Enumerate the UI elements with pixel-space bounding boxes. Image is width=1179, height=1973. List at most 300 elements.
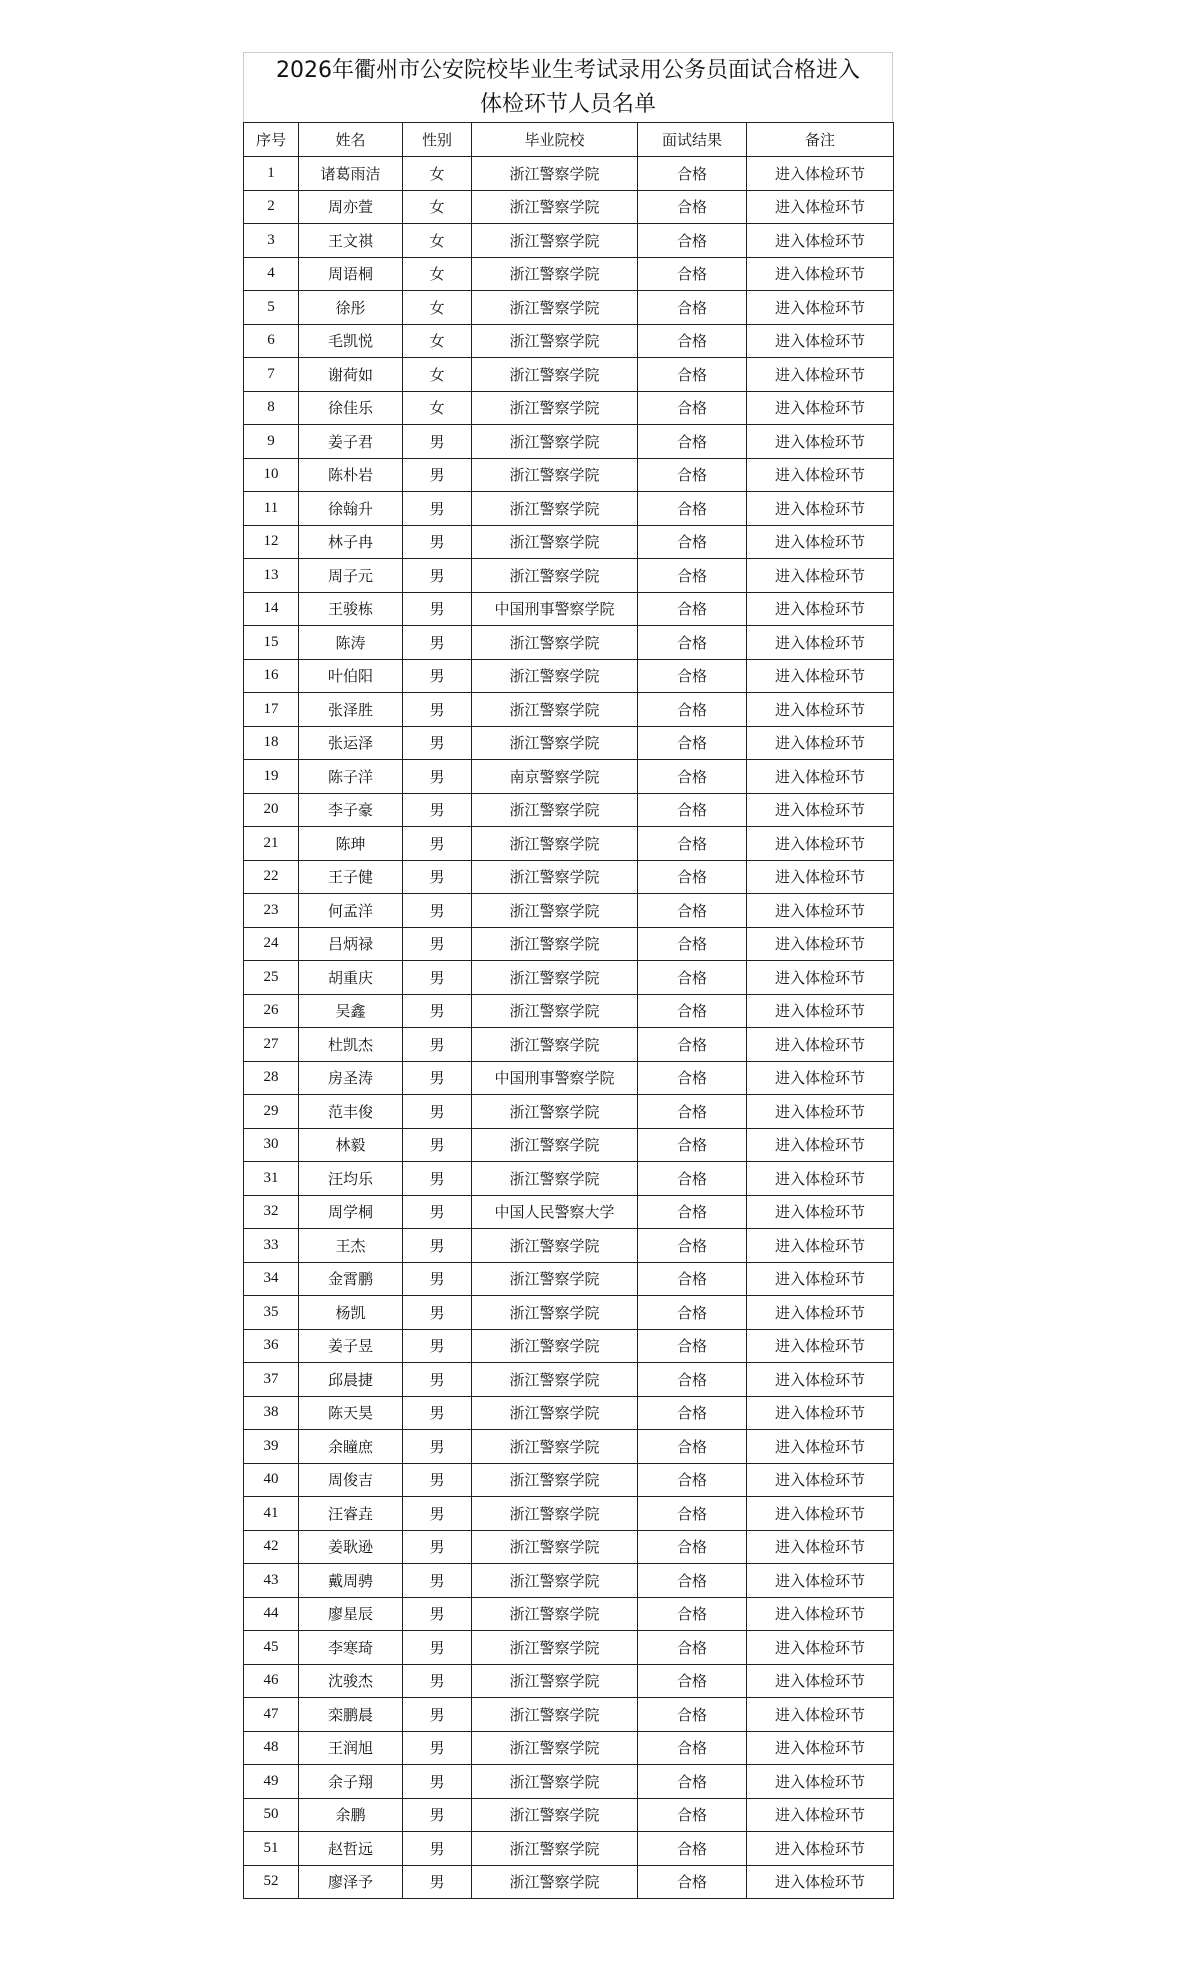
- cell-remark: 进入体检环节: [747, 1095, 894, 1129]
- table-row: [244, 1061, 894, 1095]
- table-row: [244, 1631, 894, 1665]
- cell-index: 7: [244, 358, 299, 392]
- cell-index: 51: [244, 1832, 299, 1866]
- cell-school: 浙江警察学院: [472, 559, 638, 593]
- cell-gender: 男: [403, 793, 472, 827]
- cell-remark: 进入体检环节: [747, 1798, 894, 1832]
- cell-school: 浙江警察学院: [472, 994, 638, 1028]
- cell-name: 金霄鹏: [299, 1262, 403, 1296]
- table-row: [244, 1262, 894, 1296]
- cell-gender: 男: [403, 726, 472, 760]
- table-row: [244, 492, 894, 526]
- table-row: [244, 425, 894, 459]
- cell-result: 合格: [638, 1865, 747, 1899]
- cell-index: 18: [244, 726, 299, 760]
- cell-remark: 进入体检环节: [747, 1430, 894, 1464]
- cell-school: 浙江警察学院: [472, 1664, 638, 1698]
- cell-remark: 进入体检环节: [747, 1865, 894, 1899]
- cell-name: 王润旭: [299, 1731, 403, 1765]
- table-row: [244, 1731, 894, 1765]
- cell-gender: 男: [403, 1631, 472, 1665]
- cell-school: 浙江警察学院: [472, 1162, 638, 1196]
- table-row: [244, 1128, 894, 1162]
- cell-result: 合格: [638, 961, 747, 995]
- cell-remark: 进入体检环节: [747, 559, 894, 593]
- cell-result: 合格: [638, 626, 747, 660]
- table-row: [244, 592, 894, 626]
- cell-gender: 男: [403, 994, 472, 1028]
- cell-index: 6: [244, 324, 299, 358]
- table-row: [244, 894, 894, 928]
- table-row: [244, 1698, 894, 1732]
- cell-result: 合格: [638, 190, 747, 224]
- cell-school: 浙江警察学院: [472, 961, 638, 995]
- cell-name: 廖星辰: [299, 1597, 403, 1631]
- cell-result: 合格: [638, 324, 747, 358]
- cell-result: 合格: [638, 291, 747, 325]
- cell-school: 浙江警察学院: [472, 1262, 638, 1296]
- table-row: [244, 458, 894, 492]
- cell-school: 浙江警察学院: [472, 626, 638, 660]
- table-row: [244, 1798, 894, 1832]
- cell-index: 9: [244, 425, 299, 459]
- header-gender: 性别: [403, 123, 472, 157]
- cell-remark: 进入体检环节: [747, 927, 894, 961]
- cell-name: 吴鑫: [299, 994, 403, 1028]
- cell-remark: 进入体检环节: [747, 1765, 894, 1799]
- cell-gender: 男: [403, 1061, 472, 1095]
- cell-school: 浙江警察学院: [472, 726, 638, 760]
- cell-school: 南京警察学院: [472, 760, 638, 794]
- cell-name: 周学桐: [299, 1195, 403, 1229]
- table-row: [244, 1832, 894, 1866]
- cell-remark: 进入体检环节: [747, 793, 894, 827]
- cell-gender: 男: [403, 1731, 472, 1765]
- cell-index: 5: [244, 291, 299, 325]
- cell-name: 周子元: [299, 559, 403, 593]
- cell-gender: 男: [403, 760, 472, 794]
- cell-school: 浙江警察学院: [472, 693, 638, 727]
- cell-index: 27: [244, 1028, 299, 1062]
- cell-school: 中国刑事警察学院: [472, 1061, 638, 1095]
- cell-remark: 进入体检环节: [747, 224, 894, 258]
- cell-school: 中国人民警察大学: [472, 1195, 638, 1229]
- cell-remark: 进入体检环节: [747, 1363, 894, 1397]
- cell-school: 浙江警察学院: [472, 1530, 638, 1564]
- document-title: [243, 52, 893, 122]
- cell-result: 合格: [638, 525, 747, 559]
- cell-gender: 女: [403, 324, 472, 358]
- header-remark: 备注: [747, 123, 894, 157]
- cell-remark: 进入体检环节: [747, 994, 894, 1028]
- cell-index: 36: [244, 1329, 299, 1363]
- cell-index: 10: [244, 458, 299, 492]
- cell-index: 25: [244, 961, 299, 995]
- table-row: [244, 1865, 894, 1899]
- cell-result: 合格: [638, 1095, 747, 1129]
- cell-gender: 男: [403, 659, 472, 693]
- cell-result: 合格: [638, 1430, 747, 1464]
- cell-remark: 进入体检环节: [747, 1631, 894, 1665]
- cell-school: 浙江警察学院: [472, 257, 638, 291]
- cell-index: 2: [244, 190, 299, 224]
- table-row: [244, 157, 894, 191]
- cell-index: 33: [244, 1229, 299, 1263]
- cell-gender: 男: [403, 559, 472, 593]
- cell-index: 26: [244, 994, 299, 1028]
- table-row: [244, 358, 894, 392]
- cell-result: 合格: [638, 1597, 747, 1631]
- cell-school: 浙江警察学院: [472, 425, 638, 459]
- cell-result: 合格: [638, 1631, 747, 1665]
- table-row: [244, 324, 894, 358]
- cell-result: 合格: [638, 157, 747, 191]
- cell-gender: 男: [403, 1128, 472, 1162]
- cell-result: 合格: [638, 1396, 747, 1430]
- cell-index: 16: [244, 659, 299, 693]
- cell-result: 合格: [638, 894, 747, 928]
- cell-school: 浙江警察学院: [472, 1028, 638, 1062]
- table-row: [244, 391, 894, 425]
- cell-index: 46: [244, 1664, 299, 1698]
- table-row: [244, 760, 894, 794]
- cell-gender: 男: [403, 961, 472, 995]
- cell-result: 合格: [638, 1497, 747, 1531]
- cell-gender: 男: [403, 1698, 472, 1732]
- cell-index: 8: [244, 391, 299, 425]
- cell-school: 浙江警察学院: [472, 1497, 638, 1531]
- cell-school: 浙江警察学院: [472, 1128, 638, 1162]
- cell-remark: 进入体检环节: [747, 827, 894, 861]
- cell-index: 3: [244, 224, 299, 258]
- table-row: [244, 659, 894, 693]
- cell-name: 吕炳禄: [299, 927, 403, 961]
- cell-name: 毛凯悦: [299, 324, 403, 358]
- cell-remark: 进入体检环节: [747, 659, 894, 693]
- table-row: [244, 1430, 894, 1464]
- cell-gender: 女: [403, 257, 472, 291]
- header-result: 面试结果: [638, 123, 747, 157]
- table-row: [244, 1497, 894, 1531]
- cell-school: 浙江警察学院: [472, 1731, 638, 1765]
- cell-school: 浙江警察学院: [472, 659, 638, 693]
- cell-school: 浙江警察学院: [472, 1095, 638, 1129]
- cell-name: 范丰俊: [299, 1095, 403, 1129]
- cell-index: 42: [244, 1530, 299, 1564]
- header-row: [244, 123, 894, 157]
- cell-index: 4: [244, 257, 299, 291]
- cell-name: 邱晨捷: [299, 1363, 403, 1397]
- candidate-table: [243, 122, 894, 1899]
- cell-result: 合格: [638, 1363, 747, 1397]
- table-row: [244, 525, 894, 559]
- cell-name: 叶伯阳: [299, 659, 403, 693]
- cell-result: 合格: [638, 592, 747, 626]
- cell-school: 浙江警察学院: [472, 1631, 638, 1665]
- table-row: [244, 793, 894, 827]
- cell-remark: 进入体检环节: [747, 1832, 894, 1866]
- cell-gender: 男: [403, 525, 472, 559]
- cell-name: 汪睿垚: [299, 1497, 403, 1531]
- cell-school: 浙江警察学院: [472, 1564, 638, 1598]
- cell-result: 合格: [638, 1664, 747, 1698]
- table-row: [244, 257, 894, 291]
- cell-index: 43: [244, 1564, 299, 1598]
- cell-result: 合格: [638, 827, 747, 861]
- cell-remark: 进入体检环节: [747, 693, 894, 727]
- cell-name: 廖泽予: [299, 1865, 403, 1899]
- table-row: [244, 1028, 894, 1062]
- cell-remark: 进入体检环节: [747, 1664, 894, 1698]
- cell-name: 王文祺: [299, 224, 403, 258]
- cell-school: 浙江警察学院: [472, 1296, 638, 1330]
- cell-remark: 进入体检环节: [747, 1564, 894, 1598]
- cell-remark: 进入体检环节: [747, 1463, 894, 1497]
- cell-name: 戴周骋: [299, 1564, 403, 1598]
- cell-name: 林毅: [299, 1128, 403, 1162]
- cell-name: 栾鹏晨: [299, 1698, 403, 1732]
- cell-remark: 进入体检环节: [747, 291, 894, 325]
- cell-gender: 男: [403, 1597, 472, 1631]
- table-row: [244, 860, 894, 894]
- cell-name: 诸葛雨洁: [299, 157, 403, 191]
- cell-gender: 男: [403, 1262, 472, 1296]
- cell-index: 13: [244, 559, 299, 593]
- cell-remark: 进入体检环节: [747, 1731, 894, 1765]
- cell-remark: 进入体检环节: [747, 1061, 894, 1095]
- cell-name: 余鹏: [299, 1798, 403, 1832]
- cell-gender: 男: [403, 1095, 472, 1129]
- cell-result: 合格: [638, 1530, 747, 1564]
- cell-gender: 男: [403, 1497, 472, 1531]
- header-school: 毕业院校: [472, 123, 638, 157]
- cell-gender: 女: [403, 224, 472, 258]
- cell-result: 合格: [638, 257, 747, 291]
- cell-school: 浙江警察学院: [472, 458, 638, 492]
- cell-name: 王子健: [299, 860, 403, 894]
- cell-name: 周亦萱: [299, 190, 403, 224]
- cell-school: 浙江警察学院: [472, 492, 638, 526]
- cell-index: 34: [244, 1262, 299, 1296]
- cell-index: 50: [244, 1798, 299, 1832]
- cell-gender: 男: [403, 693, 472, 727]
- cell-remark: 进入体检环节: [747, 760, 894, 794]
- cell-result: 合格: [638, 1162, 747, 1196]
- cell-remark: 进入体检环节: [747, 894, 894, 928]
- table-row: [244, 1463, 894, 1497]
- cell-gender: 男: [403, 860, 472, 894]
- table-row: [244, 994, 894, 1028]
- cell-gender: 男: [403, 1396, 472, 1430]
- cell-name: 陈珅: [299, 827, 403, 861]
- cell-index: 44: [244, 1597, 299, 1631]
- cell-school: 浙江警察学院: [472, 1329, 638, 1363]
- cell-result: 合格: [638, 224, 747, 258]
- cell-result: 合格: [638, 994, 747, 1028]
- cell-remark: 进入体检环节: [747, 1162, 894, 1196]
- cell-name: 陈涛: [299, 626, 403, 660]
- cell-gender: 男: [403, 827, 472, 861]
- cell-index: 19: [244, 760, 299, 794]
- cell-remark: 进入体检环节: [747, 961, 894, 995]
- cell-school: 浙江警察学院: [472, 1597, 638, 1631]
- cell-school: 浙江警察学院: [472, 793, 638, 827]
- cell-gender: 男: [403, 1664, 472, 1698]
- cell-school: 浙江警察学院: [472, 1765, 638, 1799]
- cell-name: 谢荷如: [299, 358, 403, 392]
- cell-name: 余子翔: [299, 1765, 403, 1799]
- cell-school: 浙江警察学院: [472, 1430, 638, 1464]
- table-row: [244, 1095, 894, 1129]
- cell-name: 姜子昱: [299, 1329, 403, 1363]
- cell-remark: 进入体检环节: [747, 190, 894, 224]
- cell-name: 李子豪: [299, 793, 403, 827]
- cell-school: 浙江警察学院: [472, 525, 638, 559]
- cell-result: 合格: [638, 659, 747, 693]
- cell-school: 浙江警察学院: [472, 1396, 638, 1430]
- cell-name: 杨凯: [299, 1296, 403, 1330]
- cell-result: 合格: [638, 726, 747, 760]
- cell-result: 合格: [638, 1262, 747, 1296]
- cell-gender: 女: [403, 391, 472, 425]
- table-row: [244, 626, 894, 660]
- cell-school: 浙江警察学院: [472, 1229, 638, 1263]
- cell-index: 41: [244, 1497, 299, 1531]
- cell-school: 浙江警察学院: [472, 391, 638, 425]
- cell-name: 陈天昊: [299, 1396, 403, 1430]
- table-row: [244, 224, 894, 258]
- cell-index: 22: [244, 860, 299, 894]
- cell-remark: 进入体检环节: [747, 525, 894, 559]
- table-row: [244, 726, 894, 760]
- cell-school: 浙江警察学院: [472, 827, 638, 861]
- cell-gender: 男: [403, 1530, 472, 1564]
- cell-gender: 女: [403, 157, 472, 191]
- cell-result: 合格: [638, 860, 747, 894]
- cell-remark: 进入体检环节: [747, 1396, 894, 1430]
- cell-remark: 进入体检环节: [747, 1262, 894, 1296]
- cell-result: 合格: [638, 1731, 747, 1765]
- cell-gender: 男: [403, 425, 472, 459]
- cell-index: 30: [244, 1128, 299, 1162]
- cell-remark: 进入体检环节: [747, 1530, 894, 1564]
- cell-index: 11: [244, 492, 299, 526]
- cell-remark: 进入体检环节: [747, 324, 894, 358]
- cell-school: 浙江警察学院: [472, 157, 638, 191]
- cell-index: 47: [244, 1698, 299, 1732]
- table-row: [244, 1162, 894, 1196]
- cell-name: 姜耿逊: [299, 1530, 403, 1564]
- cell-result: 合格: [638, 1128, 747, 1162]
- cell-name: 王杰: [299, 1229, 403, 1263]
- table-row: [244, 1329, 894, 1363]
- cell-result: 合格: [638, 1296, 747, 1330]
- cell-school: 中国刑事警察学院: [472, 592, 638, 626]
- cell-name: 周俊吉: [299, 1463, 403, 1497]
- cell-index: 31: [244, 1162, 299, 1196]
- cell-name: 何孟洋: [299, 894, 403, 928]
- cell-name: 陈朴岩: [299, 458, 403, 492]
- cell-result: 合格: [638, 793, 747, 827]
- table-row: [244, 1363, 894, 1397]
- cell-index: 21: [244, 827, 299, 861]
- document: [243, 52, 893, 1899]
- cell-index: 32: [244, 1195, 299, 1229]
- cell-remark: 进入体检环节: [747, 726, 894, 760]
- table-row: [244, 1229, 894, 1263]
- cell-index: 20: [244, 793, 299, 827]
- cell-gender: 男: [403, 1564, 472, 1598]
- cell-name: 张运泽: [299, 726, 403, 760]
- cell-gender: 男: [403, 1865, 472, 1899]
- cell-index: 12: [244, 525, 299, 559]
- cell-school: 浙江警察学院: [472, 224, 638, 258]
- cell-name: 汪均乐: [299, 1162, 403, 1196]
- table-row: [244, 559, 894, 593]
- cell-gender: 男: [403, 1229, 472, 1263]
- table-row: [244, 927, 894, 961]
- cell-gender: 男: [403, 1162, 472, 1196]
- cell-name: 陈子洋: [299, 760, 403, 794]
- cell-name: 林子冉: [299, 525, 403, 559]
- cell-remark: 进入体检环节: [747, 1597, 894, 1631]
- cell-result: 合格: [638, 1329, 747, 1363]
- cell-remark: 进入体检环节: [747, 592, 894, 626]
- header-name: 姓名: [299, 123, 403, 157]
- cell-result: 合格: [638, 1832, 747, 1866]
- table-header: [244, 123, 894, 157]
- cell-result: 合格: [638, 1463, 747, 1497]
- cell-index: 37: [244, 1363, 299, 1397]
- cell-index: 29: [244, 1095, 299, 1129]
- cell-remark: 进入体检环节: [747, 157, 894, 191]
- cell-name: 赵哲远: [299, 1832, 403, 1866]
- cell-school: 浙江警察学院: [472, 1698, 638, 1732]
- cell-school: 浙江警察学院: [472, 1798, 638, 1832]
- cell-name: 徐翰升: [299, 492, 403, 526]
- cell-result: 合格: [638, 1028, 747, 1062]
- cell-result: 合格: [638, 458, 747, 492]
- cell-school: 浙江警察学院: [472, 324, 638, 358]
- cell-gender: 男: [403, 894, 472, 928]
- cell-index: 52: [244, 1865, 299, 1899]
- cell-gender: 男: [403, 1765, 472, 1799]
- cell-result: 合格: [638, 1798, 747, 1832]
- cell-gender: 男: [403, 626, 472, 660]
- cell-index: 14: [244, 592, 299, 626]
- table-row: [244, 1765, 894, 1799]
- cell-remark: 进入体检环节: [747, 1028, 894, 1062]
- title-line-2: 体检环节人员名单: [479, 92, 656, 117]
- cell-gender: 男: [403, 1798, 472, 1832]
- cell-gender: 女: [403, 291, 472, 325]
- cell-index: 45: [244, 1631, 299, 1665]
- cell-remark: 进入体检环节: [747, 425, 894, 459]
- cell-name: 王骏栋: [299, 592, 403, 626]
- cell-index: 49: [244, 1765, 299, 1799]
- cell-name: 徐佳乐: [299, 391, 403, 425]
- cell-remark: 进入体检环节: [747, 1229, 894, 1263]
- cell-gender: 男: [403, 1195, 472, 1229]
- table-row: [244, 1597, 894, 1631]
- cell-name: 沈骏杰: [299, 1664, 403, 1698]
- cell-gender: 男: [403, 458, 472, 492]
- cell-index: 23: [244, 894, 299, 928]
- table-row: [244, 1195, 894, 1229]
- cell-name: 杜凯杰: [299, 1028, 403, 1062]
- cell-name: 张泽胜: [299, 693, 403, 727]
- cell-school: 浙江警察学院: [472, 1463, 638, 1497]
